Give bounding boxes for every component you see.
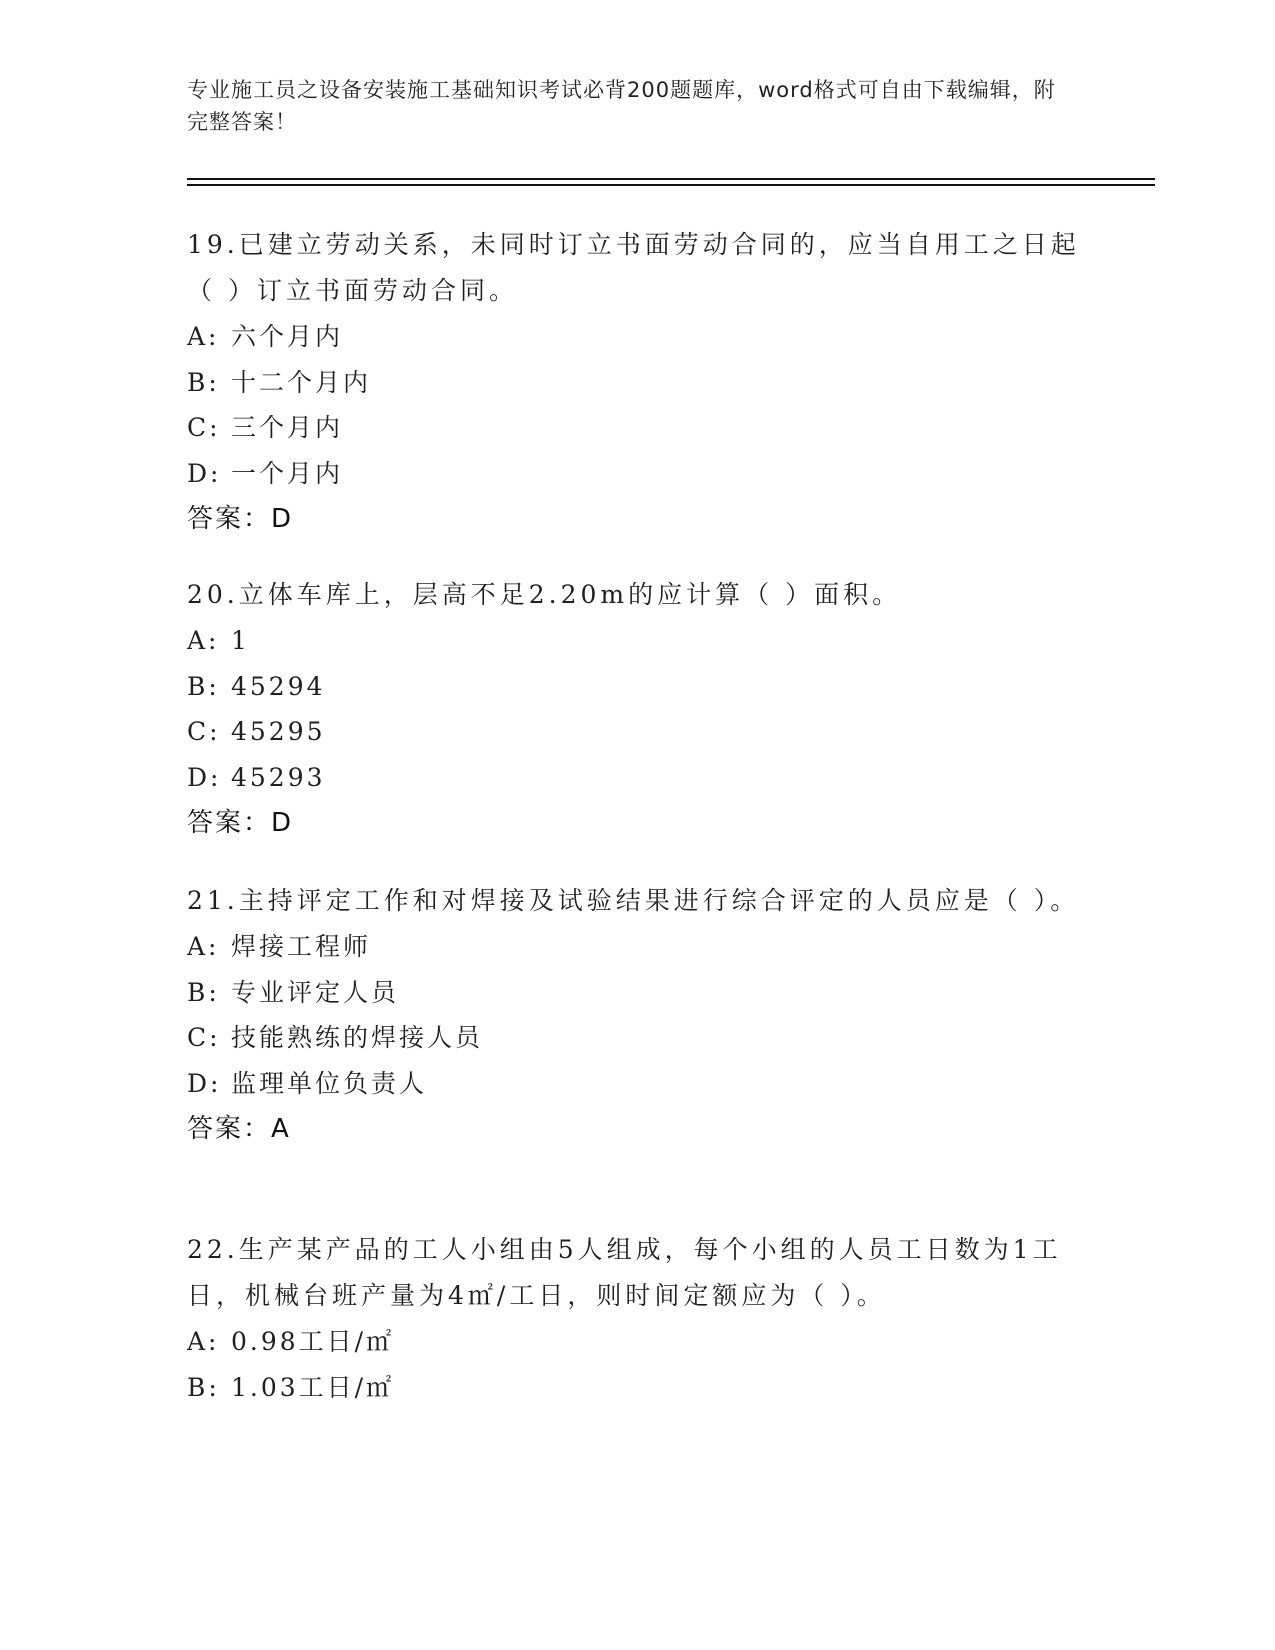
option-d <box>187 755 1087 801</box>
option-key: A: <box>187 322 220 351</box>
option-a <box>187 924 1087 970</box>
option-a <box>187 618 1087 664</box>
option-text: 十二个月内 <box>231 367 372 397</box>
option-text: 1 <box>231 626 250 655</box>
option-b <box>187 1365 1087 1411</box>
option-b <box>187 360 1087 406</box>
option-text: 1.03工日/㎡ <box>231 1372 395 1402</box>
option-key: C: <box>187 413 221 442</box>
option-text: 45295 <box>231 717 326 746</box>
option-key: A: <box>187 932 220 961</box>
option-c <box>187 1015 1087 1061</box>
option-list <box>187 924 1087 1106</box>
option-b <box>187 664 1087 710</box>
option-key: D: <box>187 1068 222 1098</box>
option-key: A: <box>187 1327 220 1356</box>
option-key: B: <box>187 1372 220 1402</box>
option-text: 一个月内 <box>231 458 344 488</box>
question-21 <box>187 878 1087 1152</box>
option-list <box>187 314 1087 496</box>
document-header <box>187 74 1067 138</box>
option-text: 三个月内 <box>231 413 344 442</box>
header-text: 专业施工员之设备安装施工基础知识考试必背200题题库，word格式可自由下载编辑，附完整答案！ <box>187 78 1056 134</box>
option-d <box>187 451 1087 497</box>
question-19 <box>187 222 1087 542</box>
option-key: B: <box>187 367 220 397</box>
option-key: D: <box>187 762 222 792</box>
option-text: 45294 <box>231 671 326 701</box>
header-divider-bottom <box>187 184 1155 186</box>
question-stem: 21.主持评定工作和对焊接及试验结果进行综合评定的人员应是（ ）。 <box>187 886 1080 915</box>
option-key: A: <box>187 626 220 655</box>
option-text: 45293 <box>231 762 326 792</box>
option-text: 六个月内 <box>231 322 344 351</box>
answer-line: 答案：A <box>187 1114 291 1144</box>
question-stem: 22.生产某产品的工人小组由5人组成，每个小组的人员工日数为1工日，机械台班产量为4㎡/工日，则时间定额应为（ ）。 <box>187 1235 1062 1310</box>
option-list <box>187 1319 1087 1410</box>
option-key: D: <box>187 458 222 488</box>
option-text: 专业评定人员 <box>231 977 400 1007</box>
option-key: B: <box>187 671 220 701</box>
option-key: B: <box>187 977 220 1007</box>
option-key: C: <box>187 717 221 746</box>
option-c <box>187 405 1087 451</box>
option-c <box>187 709 1087 755</box>
option-a <box>187 314 1087 360</box>
option-a <box>187 1319 1087 1365</box>
question-22 <box>187 1227 1087 1410</box>
answer-line: 答案：D <box>187 808 294 838</box>
option-list <box>187 618 1087 800</box>
header-divider-top <box>187 178 1155 180</box>
option-text: 0.98工日/㎡ <box>231 1327 395 1356</box>
option-b <box>187 970 1087 1016</box>
option-text: 技能熟练的焊接人员 <box>231 1023 484 1052</box>
option-d <box>187 1061 1087 1107</box>
option-key: C: <box>187 1023 221 1052</box>
question-stem: 20.立体车库上，层高不足2.20m的应计算（ ）面积。 <box>187 580 902 609</box>
question-20 <box>187 572 1087 846</box>
question-stem: 19.已建立劳动关系，未同时订立书面劳动合同的，应当自用工之日起（ ）订立书面劳动合同。 <box>187 230 1080 305</box>
option-text: 焊接工程师 <box>231 932 372 961</box>
answer-line: 答案：D <box>187 504 294 534</box>
option-text: 监理单位负责人 <box>231 1068 428 1098</box>
